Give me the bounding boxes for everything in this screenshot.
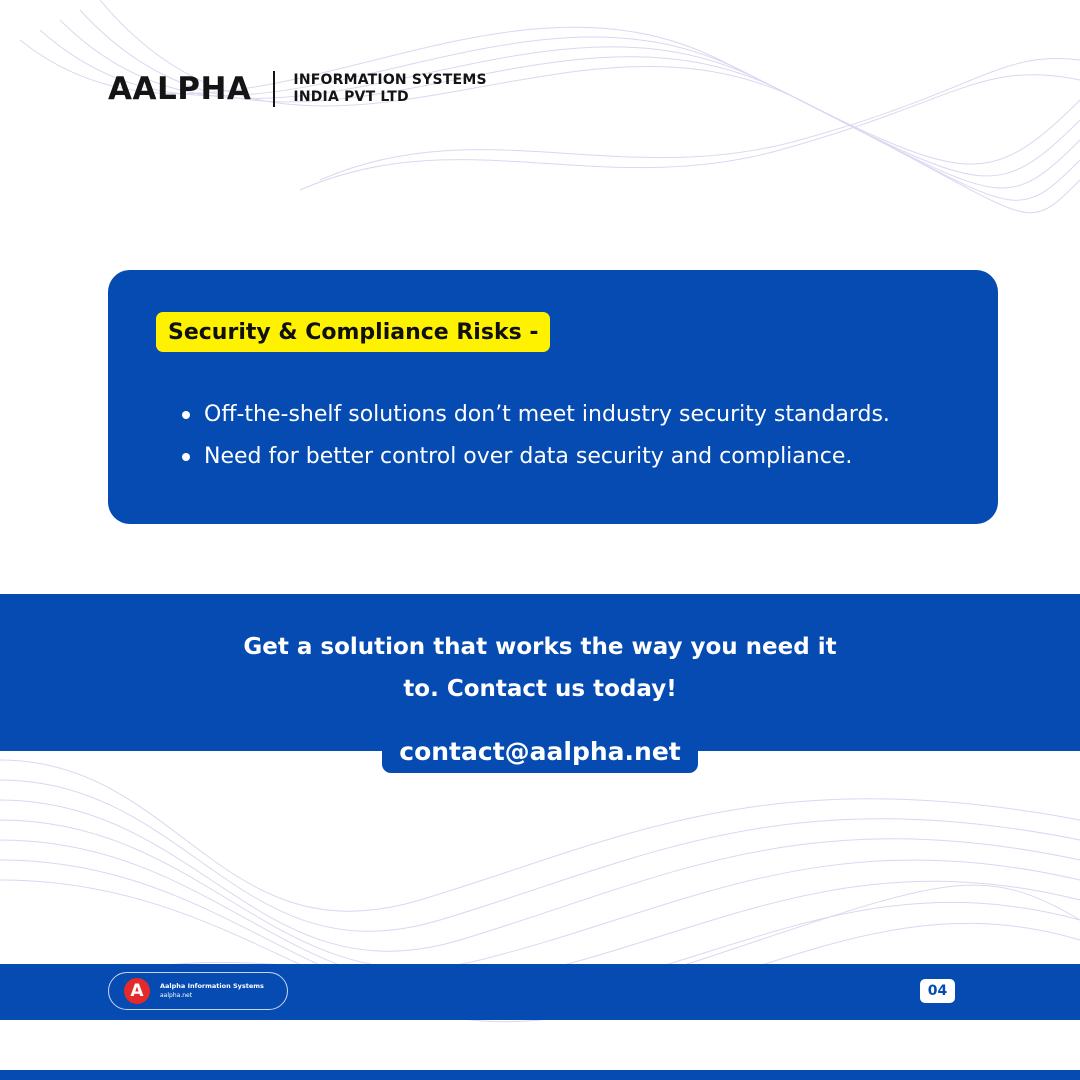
aalpha-logo-icon: A: [124, 978, 150, 1004]
list-item: [182, 394, 890, 436]
logo-subtitle-line2: INDIA PVT LTD: [293, 89, 409, 105]
logo-wordmark: AALPHA: [108, 71, 252, 107]
list-item: [182, 436, 890, 478]
cta-line2: to. Contact us today!: [403, 676, 677, 702]
card-heading: Security & Compliance Risks -: [156, 312, 550, 352]
bullet-icon: [182, 453, 190, 461]
company-logo: [108, 68, 487, 110]
bullet-list: [182, 394, 890, 478]
cta-message: [190, 626, 890, 710]
logo-subtitle-line1: INFORMATION SYSTEMS: [293, 72, 487, 88]
logo-divider: [273, 71, 275, 107]
footer-company-name: Aalpha Information Systems: [160, 982, 264, 990]
footer-texts: [160, 981, 264, 1001]
page-number-badge: 04: [920, 979, 955, 1003]
bullet-text: Off-the-shelf solutions don’t meet industry security standards.: [204, 402, 890, 427]
footer-website: aalpha.net: [160, 992, 193, 999]
bullet-text: Need for better control over data security and compliance.: [204, 444, 853, 469]
risk-card: [108, 270, 998, 524]
logo-subtitle: [293, 72, 486, 106]
footer-profile-pill[interactable]: [108, 972, 288, 1010]
cta-line1: Get a solution that works the way you need it: [243, 634, 837, 660]
bullet-icon: [182, 411, 190, 419]
bottom-bar: [0, 1070, 1080, 1080]
contact-email-link[interactable]: contact@aalpha.net: [382, 729, 698, 773]
